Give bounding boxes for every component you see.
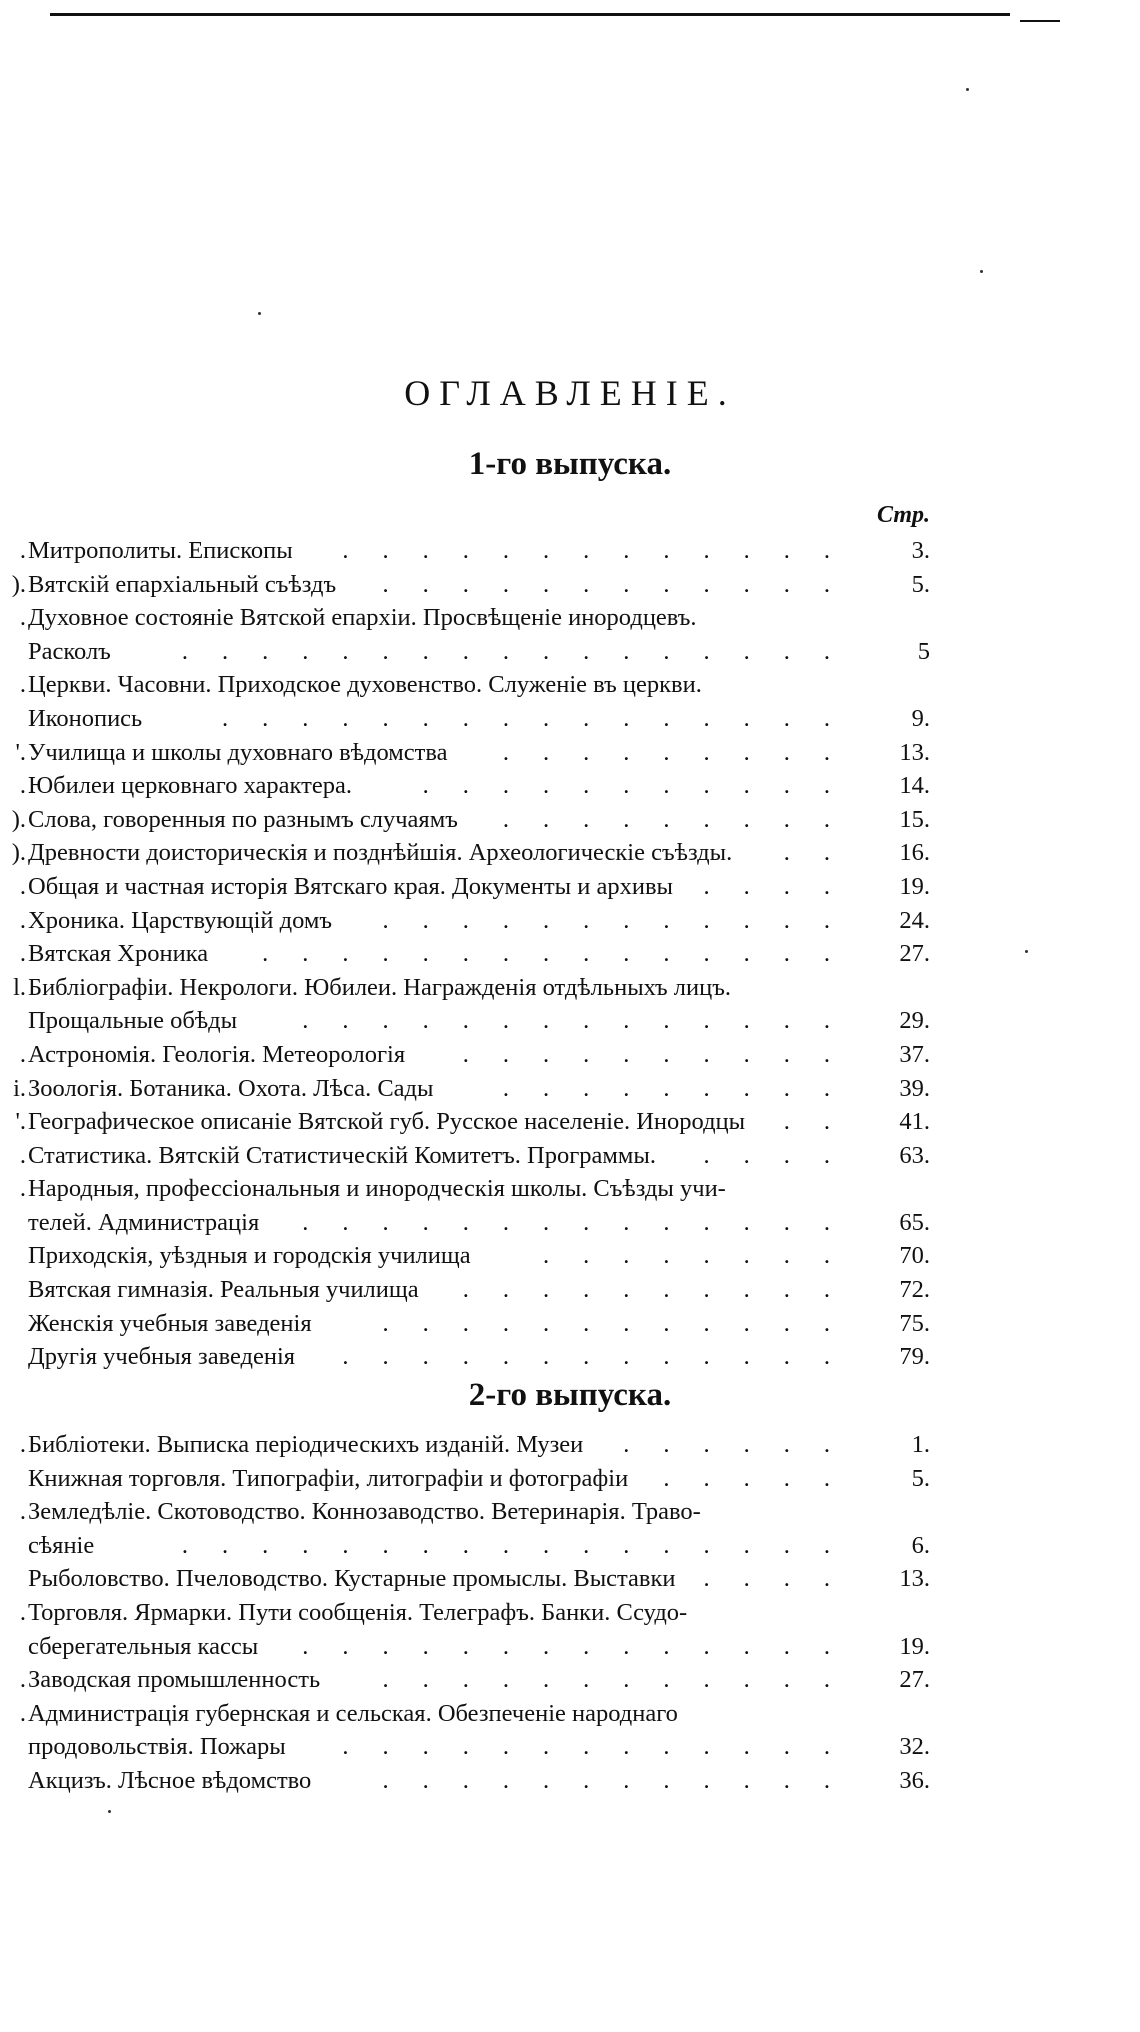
- entry-number: .: [19, 537, 26, 564]
- entry-number: ).: [11, 805, 26, 833]
- toc-line: [0, 1139, 1140, 1173]
- entry-text: Другія учебныя заведенія: [28, 1343, 296, 1371]
- entry-page-number: 1.: [911, 1431, 930, 1458]
- entry-number: .: [19, 1498, 26, 1526]
- leader-dots: .............: [342, 1343, 864, 1371]
- leader-dots: ................: [222, 704, 864, 732]
- entry-text: Статистика. Вятскій Статистическій Комитетъ. Программы.: [28, 1141, 656, 1169]
- entry-page-number: 70.: [899, 1242, 930, 1270]
- toc-line: [0, 668, 1140, 702]
- entry-number: .: [19, 872, 26, 900]
- leader-dots: .................: [181, 637, 864, 665]
- entry-number: .: [19, 772, 26, 800]
- entry-text: Зоологія. Ботаника. Охота. Лѣса. Сады: [28, 1074, 434, 1102]
- entry-text: Народныя, профессіональныя и инородческія школы. Съѣзды учи-: [28, 1175, 726, 1203]
- leader-dots: ...........: [422, 772, 864, 800]
- entry-text: Земледѣліе. Скотоводство. Коннозаводство. Ветеринарія. Траво-: [28, 1498, 701, 1526]
- entry-text: Администрація губернская и сельская. Обезпеченіе народнаго: [28, 1699, 678, 1727]
- toc-line: [0, 870, 1140, 904]
- leader-dots: .........: [502, 805, 864, 833]
- entry-page-number: 29.: [899, 1007, 930, 1035]
- entry-page-number: 24.: [899, 906, 930, 934]
- entry-text: продовольствія. Пожары: [28, 1733, 286, 1761]
- entry-number: .: [19, 1699, 26, 1727]
- entry-page-number: 5.: [911, 1464, 930, 1492]
- toc-line: [0, 1206, 1140, 1240]
- section-heading-2: 2-го выпуска.: [468, 1377, 672, 1413]
- leader-dots: ..........: [462, 1276, 864, 1304]
- leader-dots: ..: [783, 839, 864, 867]
- toc-line: [0, 534, 1140, 568]
- entry-text: Библіографіи. Некрологи. Юбилеи. Награжденія отдѣльныхъ лицъ.: [28, 973, 732, 1001]
- toc-line: [0, 635, 1140, 669]
- entry-page-number: 5: [917, 637, 930, 665]
- entry-number: .: [19, 940, 26, 968]
- toc-list-1: [0, 534, 1140, 1374]
- entry-number: .: [19, 1141, 26, 1169]
- entry-page-number: 13.: [899, 738, 930, 766]
- entry-text: Вятская гимназія. Реальныя училища: [28, 1276, 419, 1304]
- toc-line: [0, 1340, 1140, 1374]
- entry-page-number: 27.: [899, 940, 930, 968]
- leader-dots: ......: [623, 1431, 864, 1458]
- toc-line: [0, 568, 1140, 602]
- entry-page-number: 13.: [899, 1565, 930, 1593]
- entry-page-number: 37.: [899, 1040, 930, 1068]
- entry-text: Прощальные обѣды: [28, 1007, 238, 1035]
- entry-number: .: [19, 671, 26, 699]
- print-speck: [258, 312, 261, 315]
- toc-line: [0, 1273, 1140, 1307]
- entry-page-number: 65.: [899, 1208, 930, 1236]
- toc-line: [0, 736, 1140, 770]
- toc-line: [0, 601, 1140, 635]
- entry-page-number: 6.: [911, 1531, 930, 1559]
- entry-text: Общая и частная исторія Вятскаго края. Документы и архивы: [28, 872, 673, 900]
- entry-text: сѣяніе: [28, 1531, 95, 1559]
- leader-dots: .........: [502, 738, 864, 766]
- leader-dots: ........: [543, 1242, 864, 1270]
- entry-page-number: 27.: [899, 1666, 930, 1694]
- toc-line: [0, 937, 1140, 971]
- entry-number: i.: [13, 1074, 26, 1102]
- entry-page-number: 15.: [899, 805, 930, 833]
- entry-text: Торговля. Ярмарки. Пути сообщенія. Телеграфъ. Банки. Ссудо-: [28, 1598, 688, 1626]
- entry-page-number: 63.: [899, 1141, 930, 1169]
- leader-dots: .............: [342, 537, 864, 564]
- entry-text: телей. Администрація: [28, 1208, 260, 1236]
- toc-line: [0, 1697, 1140, 1731]
- entry-number: .: [19, 906, 26, 934]
- entry-text: Вятскій епархіальный съѣздъ: [28, 570, 337, 598]
- toc-line: [0, 904, 1140, 938]
- entry-page-number: 9.: [911, 704, 930, 732]
- entry-text: Книжная торговля. Типографіи, литографіи и фотографіи: [28, 1464, 629, 1492]
- entry-text: Акцизъ. Лѣсное вѣдомство: [28, 1766, 312, 1794]
- toc-list-2: [0, 1428, 1140, 1798]
- entry-text: Слова, говоренныя по разнымъ случаямъ: [28, 805, 458, 833]
- leader-dots: ....: [703, 1565, 864, 1593]
- entry-text: Хроника. Царствующій домъ: [28, 906, 333, 934]
- top-rule-fragment: [1020, 20, 1060, 22]
- leader-dots: .................: [181, 1531, 864, 1559]
- entry-page-number: 79.: [899, 1343, 930, 1371]
- toc-line: [0, 1562, 1140, 1596]
- entry-page-number: 75.: [899, 1309, 930, 1337]
- leader-dots: .........: [502, 1074, 864, 1102]
- leader-dots: ..............: [302, 1208, 864, 1236]
- entry-text: Астрономія. Геологія. Метеорологія: [28, 1040, 406, 1068]
- entry-page-number: 39.: [899, 1074, 930, 1102]
- top-rule: [50, 13, 1010, 16]
- toc-line: [0, 1239, 1140, 1273]
- entry-number: '.: [15, 1108, 26, 1136]
- entry-page-number: 5.: [911, 570, 930, 598]
- toc-line: [0, 702, 1140, 736]
- print-speck: [980, 270, 983, 273]
- entry-text: Духовное состояніе Вятской епархіи. Просвѣщеніе инородцевъ.: [28, 604, 697, 632]
- entry-number: l.: [13, 973, 26, 1001]
- toc-line: [0, 1596, 1140, 1630]
- toc-line: [0, 1495, 1140, 1529]
- leader-dots: ..: [783, 1108, 864, 1136]
- entry-number: .: [19, 1040, 26, 1068]
- leader-dots: ....: [703, 872, 864, 900]
- entry-page-number: 72.: [899, 1276, 930, 1304]
- leader-dots: ............: [382, 1309, 864, 1337]
- toc-line: [0, 1307, 1140, 1341]
- toc-line: [0, 1172, 1140, 1206]
- toc-line: [0, 769, 1140, 803]
- toc-line: [0, 1004, 1140, 1038]
- entry-number: .: [19, 1666, 26, 1694]
- entry-text: Церкви. Часовни. Приходское духовенство. Служеніе въ церкви.: [28, 671, 702, 699]
- entry-page-number: 14.: [899, 772, 930, 800]
- page-title: ОГЛАВЛЕНІЕ.: [404, 373, 736, 413]
- page-column-header: Стр.: [876, 502, 930, 528]
- entry-text: Географическое описаніе Вятской губ. Русское населеніе. Инородцы: [28, 1108, 746, 1136]
- toc-line: [0, 836, 1140, 870]
- toc-line: [0, 1072, 1140, 1106]
- toc-line: [0, 1038, 1140, 1072]
- entry-text: Женскія учебныя заведенія: [28, 1309, 312, 1337]
- leader-dots: ............: [382, 1666, 864, 1694]
- entry-page-number: 19.: [899, 872, 930, 900]
- entry-page-number: 36.: [899, 1766, 930, 1794]
- entry-number: .: [19, 1598, 26, 1626]
- leader-dots: .....: [663, 1464, 864, 1492]
- entry-text: Училища и школы духовнаго вѣдомства: [28, 738, 448, 766]
- entry-page-number: 19.: [899, 1632, 930, 1660]
- entry-text: Древности доисторическія и позднѣйшія. Археологическіе съѣзды.: [28, 839, 733, 867]
- leader-dots: ..............: [302, 1632, 864, 1660]
- entry-number: '.: [15, 738, 26, 766]
- print-speck: [108, 1810, 111, 1813]
- leader-dots: ............: [382, 1766, 864, 1794]
- entry-text: Юбилеи церковнаго характера.: [28, 772, 352, 800]
- entry-page-number: 3.: [911, 537, 930, 564]
- entry-text: Митрополиты. Епископы: [28, 537, 293, 564]
- entry-text: сберегательныя кассы: [28, 1632, 259, 1660]
- toc-line: [0, 1663, 1140, 1697]
- leader-dots: ..........: [462, 1040, 864, 1068]
- leader-dots: ....: [703, 1141, 864, 1169]
- toc-line: [0, 1630, 1140, 1664]
- entry-text: Библіотеки. Выписка періодическихъ изданій. Музеи: [28, 1431, 584, 1458]
- entry-page-number: 41.: [899, 1108, 930, 1136]
- entry-text: Рыболовство. Пчеловодство. Кустарные промыслы. Выставки: [28, 1565, 676, 1593]
- toc-line: [0, 1764, 1140, 1798]
- entry-number: ).: [11, 570, 26, 598]
- toc-line: [0, 1105, 1140, 1139]
- toc-line: [0, 1428, 1140, 1462]
- entry-text: Расколъ: [28, 637, 111, 665]
- leader-dots: ..............: [302, 1007, 864, 1035]
- section-heading-1: 1-го выпуска.: [468, 446, 672, 482]
- toc-line: [0, 971, 1140, 1005]
- toc-line: [0, 1529, 1140, 1563]
- leader-dots: .............: [342, 1733, 864, 1761]
- entry-page-number: 16.: [899, 839, 930, 867]
- entry-number: ).: [11, 839, 26, 867]
- entry-page-number: 32.: [899, 1733, 930, 1761]
- entry-number: .: [19, 1175, 26, 1203]
- entry-text: Приходскія, уѣздныя и городскія училища: [28, 1242, 471, 1270]
- toc-line: [0, 803, 1140, 837]
- entry-number: .: [19, 1431, 26, 1458]
- print-speck: [966, 88, 969, 91]
- toc-line: [0, 1462, 1140, 1496]
- toc-line: [0, 1730, 1140, 1764]
- entry-number: .: [19, 604, 26, 632]
- leader-dots: ............: [382, 906, 864, 934]
- entry-text: Заводская промышленность: [28, 1666, 321, 1694]
- entry-text: Вятская Хроника: [28, 940, 209, 968]
- leader-dots: ............: [382, 570, 864, 598]
- leader-dots: ...............: [262, 940, 864, 968]
- entry-text: Иконопись: [28, 704, 143, 732]
